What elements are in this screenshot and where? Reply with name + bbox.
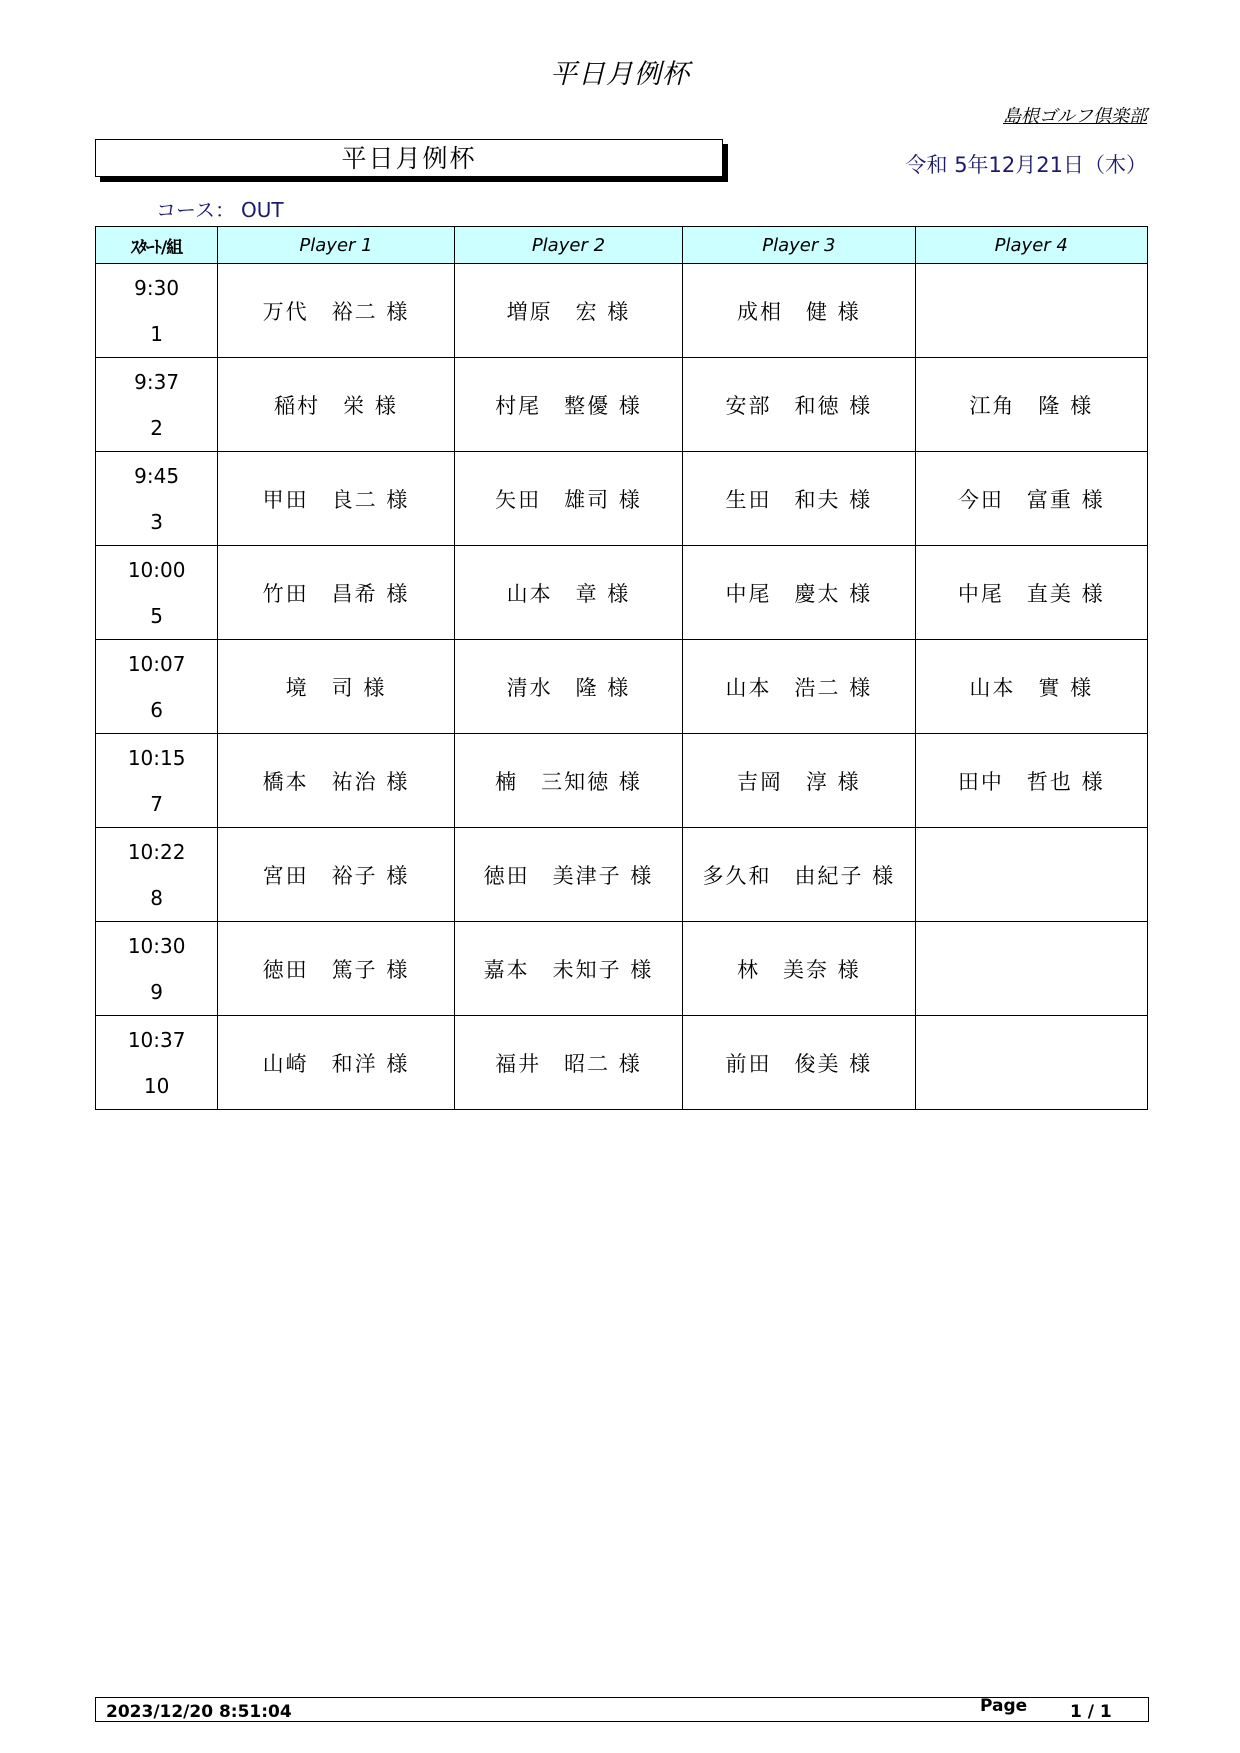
group-number: 2 <box>150 415 163 440</box>
player-cell: 徳田 篤子 様 <box>218 922 454 1016</box>
start-slot-cell <box>96 828 218 922</box>
start-slot-cell <box>96 1016 218 1110</box>
start-time: 10:00 <box>127 557 186 582</box>
group-number: 5 <box>150 603 163 628</box>
player-cell: 山本 實 様 <box>915 640 1147 734</box>
page-footer <box>95 1697 1149 1722</box>
player-cell: 境 司 様 <box>218 640 454 734</box>
page-label: Page <box>980 1696 1028 1716</box>
player-2-header: Player 2 <box>454 227 682 264</box>
player-cell: 林 美奈 様 <box>683 922 915 1016</box>
event-name-box: 平日月例杯 <box>95 139 723 177</box>
table-row <box>96 452 1148 546</box>
player-4-header: Player 4 <box>915 227 1147 264</box>
player-cell: 宮田 裕子 様 <box>218 828 454 922</box>
start-slot-cell <box>96 264 218 358</box>
start-slot-cell <box>96 358 218 452</box>
player-cell: 万代 裕二 様 <box>218 264 454 358</box>
player-cell: 山本 章 様 <box>454 546 682 640</box>
player-cell: 前田 俊美 様 <box>683 1016 915 1110</box>
player-cell: 多久和 由紀子 様 <box>683 828 915 922</box>
player-cell <box>915 828 1147 922</box>
table-row <box>96 264 1148 358</box>
document-title: 平日月例杯 <box>550 59 690 90</box>
player-cell: 安部 和徳 様 <box>683 358 915 452</box>
player-cell: 中尾 直美 様 <box>915 546 1147 640</box>
club-name: 島根ゴルフ倶楽部 <box>1003 106 1147 127</box>
player-cell: 田中 哲也 様 <box>915 734 1147 828</box>
group-number: 7 <box>150 791 163 816</box>
player-cell <box>915 264 1147 358</box>
start-slot-cell <box>96 452 218 546</box>
player-cell: 清水 隆 様 <box>454 640 682 734</box>
player-cell: 嘉本 未知子 様 <box>454 922 682 1016</box>
player-cell: 福井 昭二 様 <box>454 1016 682 1110</box>
player-cell: 竹田 昌希 様 <box>218 546 454 640</box>
group-number: 1 <box>150 321 163 346</box>
player-cell: 中尾 慶太 様 <box>683 546 915 640</box>
player-cell: 成相 健 様 <box>683 264 915 358</box>
page-number: 1 / 1 <box>1070 1702 1112 1722</box>
table-row <box>96 828 1148 922</box>
course-value: OUT <box>241 198 284 222</box>
player-cell: 山崎 和洋 様 <box>218 1016 454 1110</box>
player-cell: 増原 宏 様 <box>454 264 682 358</box>
player-cell: 甲田 良二 様 <box>218 452 454 546</box>
schedule-rows <box>96 264 1148 1110</box>
player-cell <box>915 922 1147 1016</box>
start-slot-cell <box>96 734 218 828</box>
player-cell: 稲村 栄 様 <box>218 358 454 452</box>
event-date: 令和 5年12月21日（木） <box>905 153 1147 177</box>
print-timestamp: 2023/12/20 8:51:04 <box>106 1702 292 1722</box>
table-row <box>96 734 1148 828</box>
table-row <box>96 358 1148 452</box>
start-slot-cell <box>96 546 218 640</box>
course-label: コース： <box>156 198 235 222</box>
player-cell: 吉岡 淳 様 <box>683 734 915 828</box>
player-cell: 山本 浩二 様 <box>683 640 915 734</box>
group-number: 10 <box>143 1073 170 1098</box>
group-number: 8 <box>150 885 163 910</box>
table-row <box>96 922 1148 1016</box>
player-cell: 村尾 整優 様 <box>454 358 682 452</box>
player-cell: 生田 和夫 様 <box>683 452 915 546</box>
course-info <box>156 194 284 223</box>
start-schedule-table <box>95 226 1148 1110</box>
start-time: 10:07 <box>127 651 186 676</box>
player-3-header: Player 3 <box>683 227 915 264</box>
start-time: 9:37 <box>134 369 180 394</box>
table-row <box>96 1016 1148 1110</box>
start-group-header: ｽﾀｰﾄ/組 <box>96 227 218 264</box>
start-slot-cell <box>96 922 218 1016</box>
player-1-header: Player 1 <box>218 227 454 264</box>
group-number: 6 <box>150 697 163 722</box>
player-cell <box>915 1016 1147 1110</box>
start-time: 10:22 <box>127 839 186 864</box>
player-cell: 徳田 美津子 様 <box>454 828 682 922</box>
player-cell: 矢田 雄司 様 <box>454 452 682 546</box>
table-header-row <box>96 227 1148 264</box>
player-cell: 江角 隆 様 <box>915 358 1147 452</box>
group-number: 9 <box>150 979 163 1004</box>
start-time: 10:37 <box>127 1027 186 1052</box>
start-time: 9:30 <box>134 275 180 300</box>
start-time: 9:45 <box>134 463 180 488</box>
table-row <box>96 546 1148 640</box>
start-slot-cell <box>96 640 218 734</box>
player-cell: 今田 富重 様 <box>915 452 1147 546</box>
start-time: 10:15 <box>127 745 186 770</box>
group-number: 3 <box>150 509 163 534</box>
start-time: 10:30 <box>127 933 186 958</box>
player-cell: 楠 三知徳 様 <box>454 734 682 828</box>
table-row <box>96 640 1148 734</box>
player-cell: 橋本 祐治 様 <box>218 734 454 828</box>
